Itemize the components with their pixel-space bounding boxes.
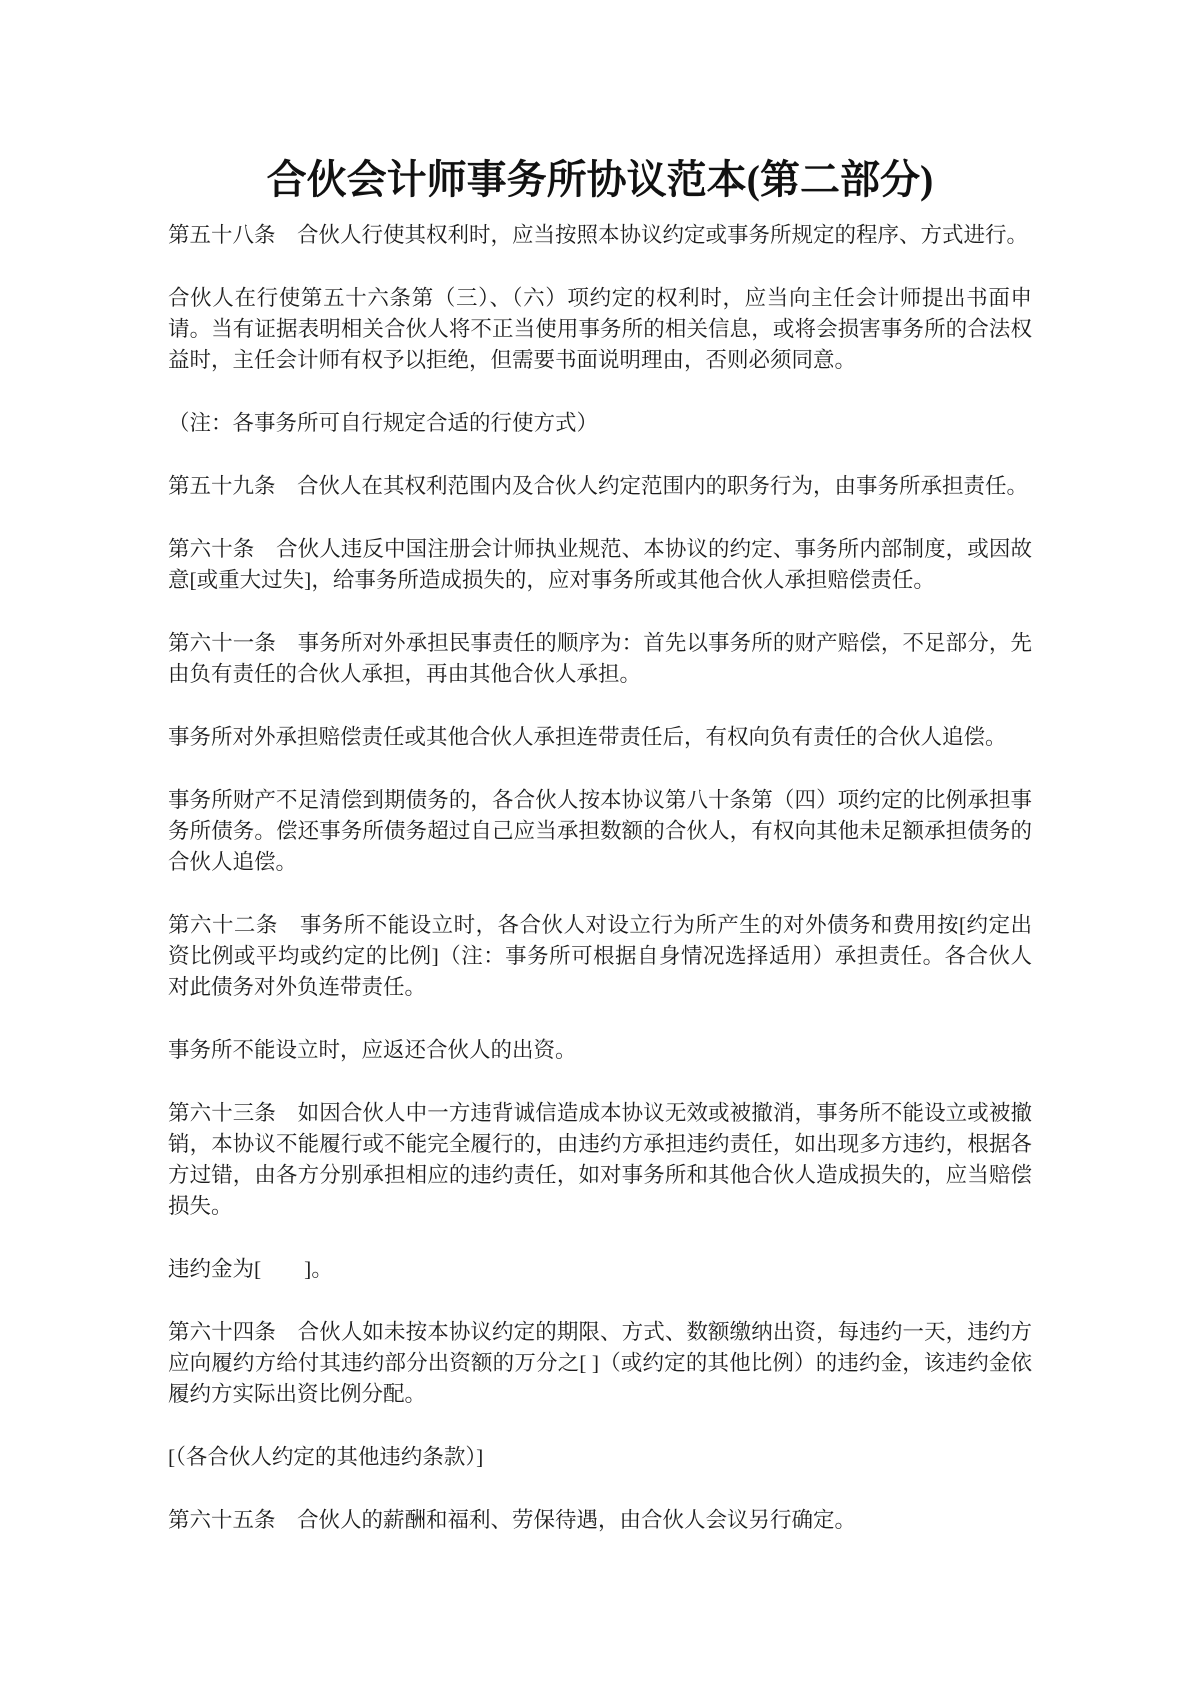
clause-61-detail-2: 事务所财产不足清偿到期债务的，各合伙人按本协议第八十条第（四）项约定的比例承担事务所债务。偿还事务所债务超过自己应当承担数额的合伙人，有权向其他未足额承担债务的合伙人追偿。: [168, 788, 1032, 874]
clause-65: 第六十五条 合伙人的薪酬和福利、劳保待遇，由合伙人会议另行确定。: [168, 1508, 857, 1532]
document-body: [168, 220, 1032, 1536]
clause-63-penalty-blank: 违约金为[ ]。: [168, 1257, 333, 1281]
clause-62-detail: 事务所不能设立时，应返还合伙人的出资。: [168, 1038, 577, 1062]
clause-63: 第六十三条 如因合伙人中一方违背诚信造成本协议无效或被撤消，事务所不能设立或被撤销，本协议不能履行或不能完全履行的，由违约方承担违约责任，如出现多方违约，根据各方过错，由各方分别承担相应的违约责任，如对事务所和其他合伙人造成损失的，应当赔偿损失。: [168, 1101, 1032, 1218]
clause-59: 第五十九条 合伙人在其权利范围内及合伙人约定范围内的职务行为，由事务所承担责任。: [168, 474, 1029, 498]
clause-61-detail-1: 事务所对外承担赔偿责任或其他合伙人承担连带责任后，有权向负有责任的合伙人追偿。: [168, 725, 1007, 749]
clause-62: 第六十二条 事务所不能设立时，各合伙人对设立行为所产生的对外债务和费用按[约定出资比例或平均或约定的比例]（注：事务所可根据自身情况选择适用）承担责任。各合伙人对此债务对外负连带责任。: [168, 913, 1032, 999]
clause-61: 第六十一条 事务所对外承担民事责任的顺序为：首先以事务所的财产赔偿，不足部分，先由负有责任的合伙人承担，再由其他合伙人承担。: [168, 631, 1032, 686]
document-title: 合伙会计师事务所协议范本(第二部分): [266, 157, 934, 202]
clause-64: 第六十四条 合伙人如未按本协议约定的期限、方式、数额缴纳出资，每违约一天，违约方应向履约方给付其违约部分出资额的万分之[ ]（或约定的其他比例）的违约金，该违约金依履约方实际出资比例分配。: [168, 1320, 1032, 1406]
clause-58-note: （注：各事务所可自行规定合适的行使方式）: [168, 411, 599, 435]
clause-60: 第六十条 合伙人违反中国注册会计师执业规范、本协议的约定、事务所内部制度，或因故意[或重大过失]，给事务所造成损失的，应对事务所或其他合伙人承担赔偿责任。: [168, 537, 1032, 592]
clause-58: 第五十八条 合伙人行使其权利时，应当按照本协议约定或事务所规定的程序、方式进行。: [168, 223, 1029, 247]
clause-64-other-terms: [（各合伙人约定的其他违约条款）]: [168, 1445, 484, 1469]
clause-58-detail: 合伙人在行使第五十六条第（三）、（六）项约定的权利时，应当向主任会计师提出书面申请。当有证据表明相关合伙人将不正当使用事务所的相关信息，或将会损害事务所的合法权益时，主任会计师有权予以拒绝，但需要书面说明理由，否则必须同意。: [168, 286, 1032, 372]
